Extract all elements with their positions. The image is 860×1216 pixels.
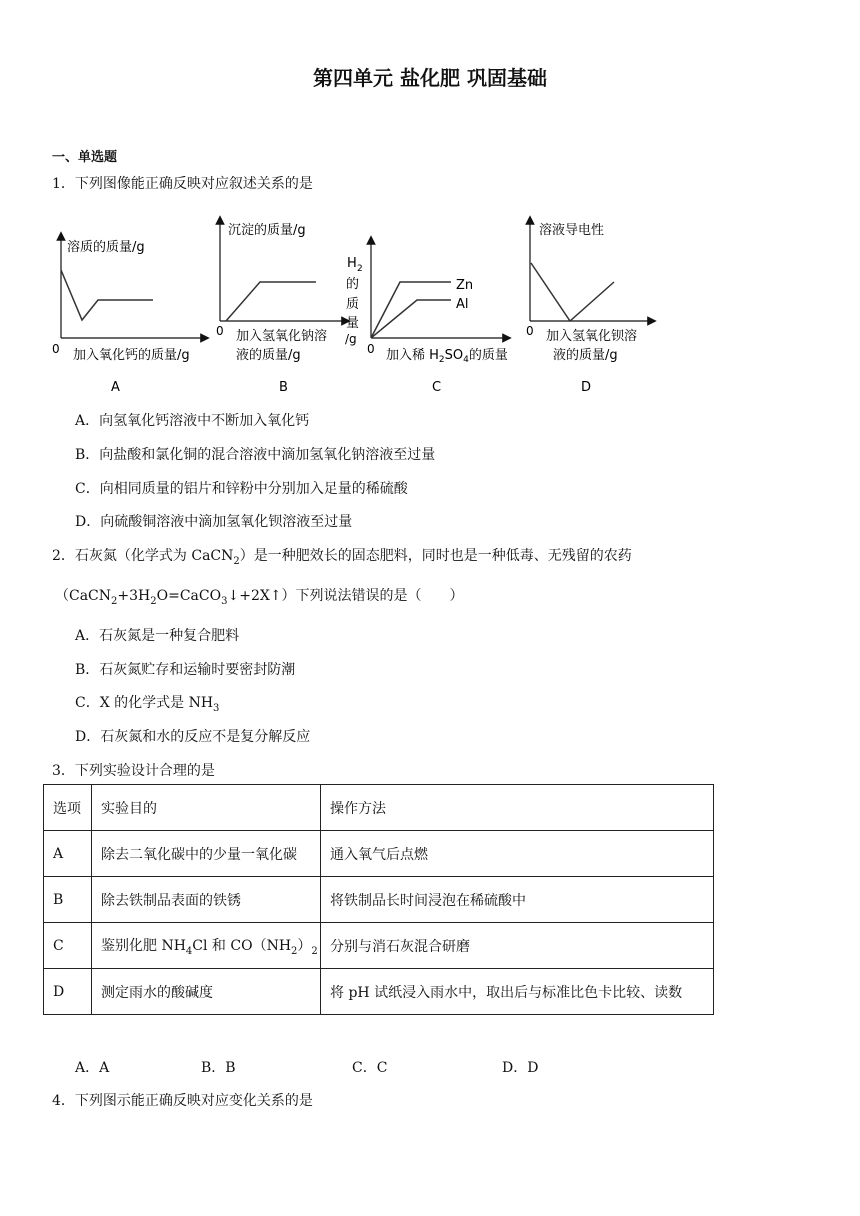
q2-option-b: B．石灰氮贮存和运输时要密封防潮 [75,662,296,678]
q3-choice-d: D．D [502,1060,539,1076]
graph-c-ylabel-1: 的 [346,277,360,292]
row-option: C [44,923,92,969]
graph-a-ylabel: 溶质的质量/g [67,240,145,255]
graph-d-ylabel: 溶液导电性 [539,223,605,238]
graph-c-zn-line [371,282,451,338]
graph-c-ylabel-sub: 2 [357,264,363,274]
graph-c-xlabel: 加入稀 $H_2SO_4$的质量 [386,348,508,365]
table-row [44,877,714,923]
q2-option-c: C．X 的化学式是 $NH_3$ [75,695,220,714]
graph-a-xlabel: 加入氧化钙的质量/g [73,348,190,363]
graph-b-caption: B [279,380,288,395]
row-goal: 鉴别化肥 $NH_4Cl$ 和 $CO(NH_2)_2$ [92,923,321,969]
question-4-stem: 4．下列图示能正确反映对应变化关系的是 [52,1093,313,1109]
row-method: 将 pH 试纸浸入雨水中，取出后与标准比色卡比较、读数 [321,969,714,1015]
graph-c-ylabel-3: 量 [346,316,360,331]
question-3-table [43,784,714,1015]
graph-c-ylabel-4: /g [345,332,357,346]
graph-b-ylabel: 沉淀的质量/g [228,223,306,238]
graph-c-al-line [371,300,451,338]
q1-option-c: C．向相同质量的铝片和锌粉中分别加入足量的稀硫酸 [75,481,408,497]
row-option: D [44,969,92,1015]
q1-option-a: A．向氢氧化钙溶液中不断加入氧化钙 [75,413,310,429]
graph-d-curve [531,263,614,321]
row-goal: 除去二氧化碳中的少量一氧化碳 [92,831,321,877]
q3-choice-a: A．A [75,1060,110,1076]
header-option: 选项 [44,785,92,831]
question-2-stem-line1: 2．石灰氮（化学式为 CaCN$_2$）是一种肥效长的固态肥料，同时也是一种低毒、无残留的农药 [52,548,632,567]
graph-c-zn-label: Zn [456,278,474,293]
table-row [44,923,714,969]
section-heading: 一、单选题 [52,150,118,165]
graph-c-al-label: Al [456,297,469,312]
graph-b-xlabel-line2: 液的质量/g [236,348,301,363]
graph-d [526,220,652,395]
question-2-stem-line2: $(CaCN_2+3H_2O=CaCO_3↓+2X↑)$下列说法错误的是（ ） [55,588,464,607]
graph-b-origin: 0 [216,324,224,338]
graph-b [216,220,346,395]
graph-b-xlabel-line1: 加入氢氧化钠溶 [236,329,328,344]
graph-a-curve [61,270,153,320]
graph-a-origin: 0 [52,342,60,356]
row-goal: 测定雨水的酸碱度 [92,969,321,1015]
graph-d-origin: 0 [526,324,534,338]
header-goal: 实验目的 [92,785,321,831]
graph-a-caption: A [111,380,120,395]
q1-option-d: D．向硫酸铜溶液中滴加氢氧化钡溶液至过量 [75,514,353,530]
row-goal: 除去铁制品表面的铁锈 [92,877,321,923]
question-1-stem: 1．下列图像能正确反映对应叙述关系的是 [52,176,313,192]
question-3-stem: 3．下列实验设计合理的是 [52,763,215,779]
header-method: 操作方法 [321,785,714,831]
q1-option-b: B．向盐酸和氯化铜的混合溶液中滴加氢氧化钠溶液至过量 [75,447,436,463]
graph-b-curve [226,282,316,321]
row-option: B [44,877,92,923]
graph-d-caption: D [581,380,592,395]
graph-d-xlabel-line1: 加入氢氧化钡溶 [546,329,638,344]
q2-option-a: A．石灰氮是一种复合肥料 [75,628,240,644]
row-method: 将铁制品长时间浸泡在稀硫酸中 [321,877,714,923]
graph-d-xlabel-line2: 液的质量/g [553,348,618,363]
table-row [44,969,714,1015]
question-1-graphs [40,210,680,400]
row-method: 分别与消石灰混合研磨 [321,923,714,969]
table-row [44,831,714,877]
q3-choice-b: B．B [201,1060,236,1076]
graph-c-ylabel-h: H [347,256,357,271]
graph-a [52,236,205,395]
q3-choice-c: C．C [352,1060,388,1076]
graph-c [345,240,508,395]
q2-option-d: D．石灰氮和水的反应不是复分解反应 [75,729,311,745]
graph-c-caption: C [432,380,442,395]
row-option: A [44,831,92,877]
row-method: 通入氧气后点燃 [321,831,714,877]
table-header-row [44,785,714,831]
graph-c-origin: 0 [367,342,375,356]
graph-c-ylabel-2: 质 [346,297,360,312]
page-title: 第四单元 盐化肥 巩固基础 [313,66,547,90]
